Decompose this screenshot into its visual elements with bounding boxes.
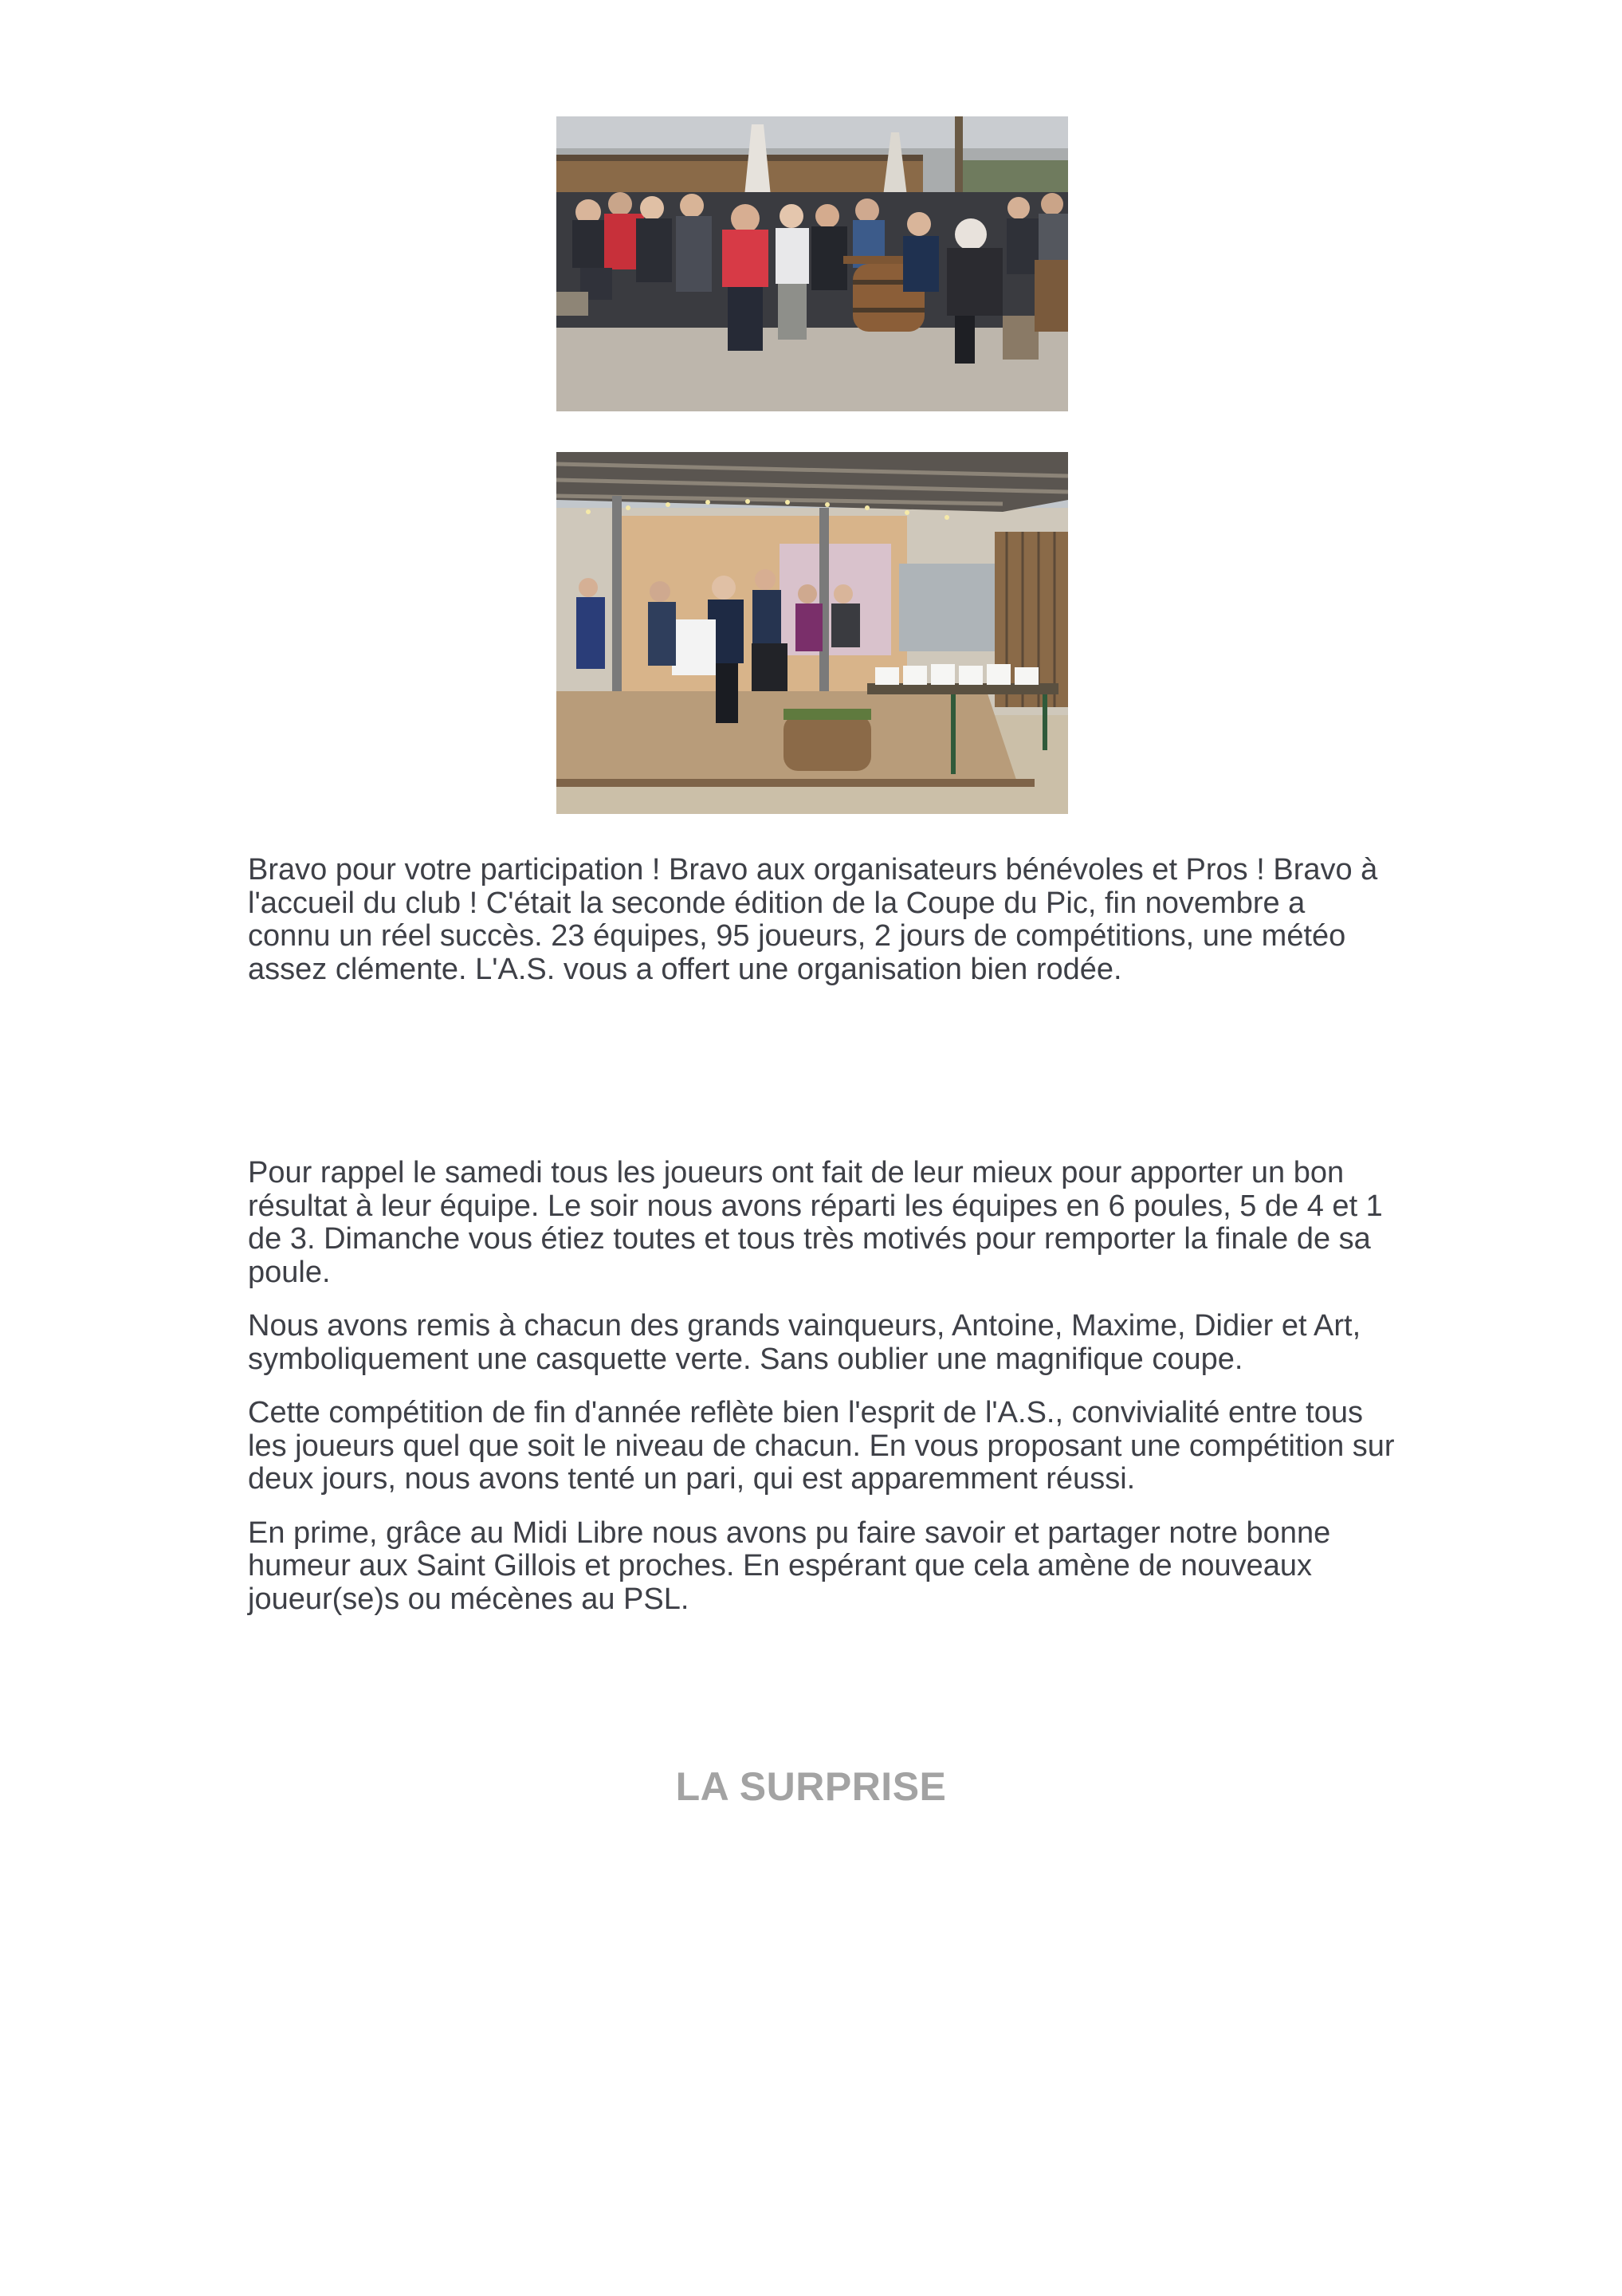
award-ceremony-photo: [556, 452, 1068, 814]
body-paragraph-2: Nous avons remis à chacun des grands vainqueurs, Antoine, Maxime, Didier et Art, symboliquement une casquette verte. Sans oublier une magnifique coupe.: [248, 1309, 1361, 1376]
group-gathering-image: [556, 116, 1068, 411]
body-section: [248, 1157, 1396, 1637]
award-ceremony-image: [556, 452, 1068, 814]
intro-paragraph: Bravo pour votre participation ! Bravo aux organisateurs bénévoles et Pros ! Bravo à l'accueil du club ! C'était la seconde édition de la Coupe du Pic, fin novembre a connu un réel succès. 23 équipes, 95 joueurs, 2 jours de compétitions, une météo assez clémente. L'A.S. vous a offert une organisation bien rodée.: [248, 853, 1378, 986]
section-heading: LA SURPRISE: [675, 1764, 947, 1809]
group-gathering-photo: [556, 116, 1068, 411]
body-paragraph-4: En prime, grâce au Midi Libre nous avons pu faire savoir et partager notre bonne humeur aux Saint Gillois et proches. En espérant que cela amène de nouveaux joueur(se)s ou mécènes au PSL.: [248, 1516, 1331, 1616]
body-paragraph-1: Pour rappel le samedi tous les joueurs ont fait de leur mieux pour apporter un bon résultat à leur équipe. Le soir nous avons réparti les équipes en 6 poules, 5 de 4 et 1 de 3. Dimanche vous étiez toutes et tous très motivés pour remporter la finale de sa poule.: [248, 1156, 1383, 1289]
body-paragraph-3: Cette compétition de fin d'année reflète bien l'esprit de l'A.S., convivialité entre tous les joueurs quel que soit le niveau de chacun. En vous proposant une compétition sur deux jours, nous avons tenté un pari, qui est apparemment réussi.: [248, 1396, 1395, 1496]
intro-section: [248, 854, 1396, 1007]
